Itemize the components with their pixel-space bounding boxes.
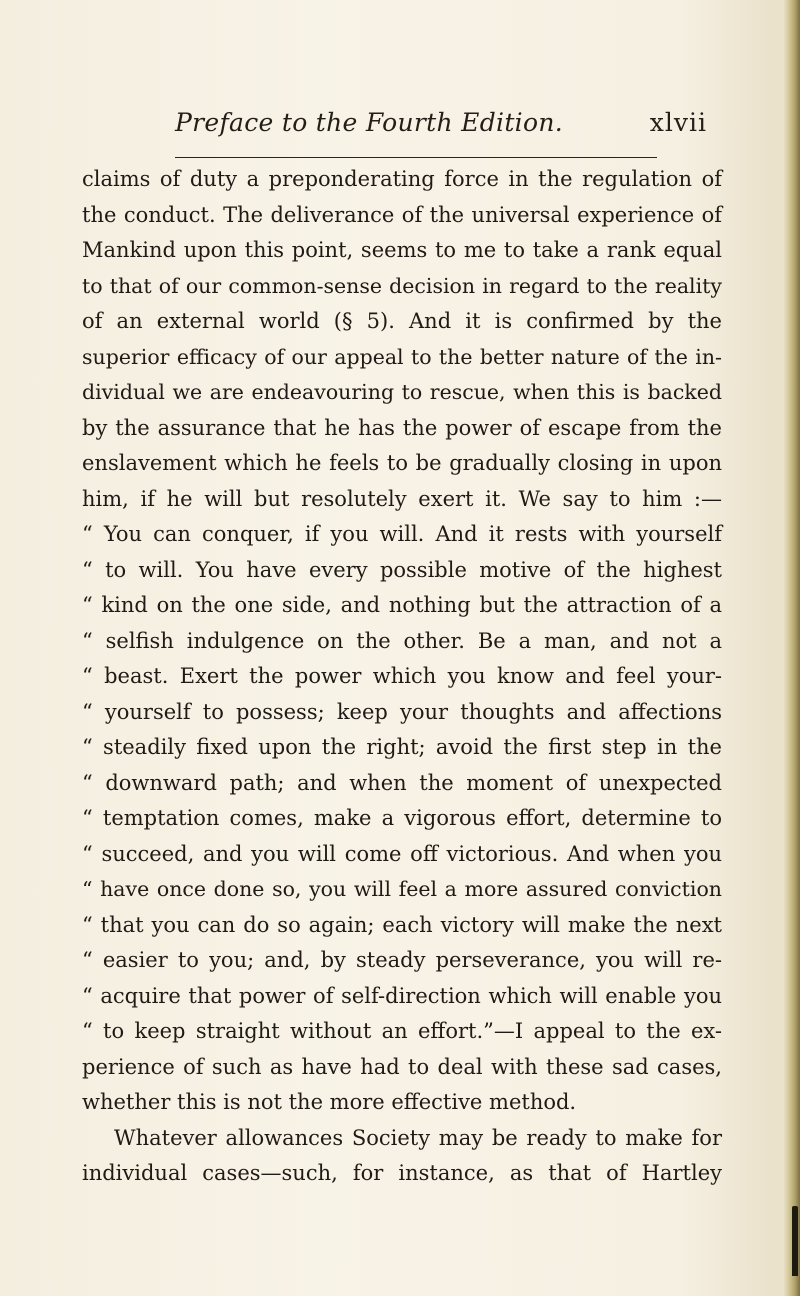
text-line: “ You can conquer, if you will. And it rests with yourself — [82, 522, 722, 546]
text-line: “ steadily fixed upon the right; avoid the first step in the — [82, 735, 722, 759]
text-line: “ easier to you; and, by steady perseverance, you will re- — [82, 948, 722, 972]
body-text — [82, 162, 722, 1192]
text-line: “ that you can do so again; each victory will make the next — [82, 912, 722, 937]
text-line: “ succeed, and you will come off victorious. And when you — [82, 841, 722, 866]
text-line: superior efficacy of our appeal to the better nature of the in- — [82, 344, 722, 369]
text-line: enslavement which he feels to be gradually closing in upon — [82, 451, 722, 475]
page-header — [175, 108, 707, 152]
text-line: the conduct. The deliverance of the universal experience of — [82, 202, 722, 227]
text-line: “ to will. You have every possible motive of the highest — [82, 557, 722, 582]
text-line: “ have once done so, you will feel a more assured conviction — [82, 877, 722, 901]
header-rule — [175, 157, 657, 158]
text-line: individual cases—such, for instance, as that of Hartley — [82, 1161, 722, 1185]
text-line: perience of such as have had to deal with these sad cases, — [82, 1054, 722, 1079]
text-line: claims of duty a preponderating force in the regulation of — [82, 167, 722, 191]
text-line: Whatever allowances Society may be ready to make for — [114, 1125, 722, 1150]
text-line: “ kind on the one side, and nothing but the attraction of a — [82, 593, 722, 617]
text-line: “ beast. Exert the power which you know and feel your- — [82, 664, 722, 688]
text-line: by the assurance that he has the power of escape from the — [82, 415, 722, 440]
page-edge-shadow — [784, 0, 800, 1296]
edge-mark — [792, 1206, 798, 1276]
running-title: Preface to the Fourth Edition. — [175, 108, 563, 137]
text-line: whether this is not the more effective method. — [82, 1090, 577, 1114]
text-line: “ yourself to possess; keep your thoughts and affections — [82, 699, 722, 724]
text-line: “ acquire that power of self-direction which will enable you — [82, 983, 722, 1008]
text-line: of an external world (§ 5). And it is confirmed by the — [82, 309, 722, 333]
text-line: “ temptation comes, make a vigorous effort, determine to — [82, 806, 722, 830]
text-line: “ selfish indulgence on the other. Be a man, and not a — [82, 628, 722, 653]
text-line: him, if he will but resolutely exert it. We say to him :— — [82, 486, 722, 511]
text-line: “ to keep straight without an effort.”—I appeal to the ex- — [82, 1019, 722, 1043]
text-line: “ downward path; and when the moment of unexpected — [82, 770, 722, 795]
text-line: Mankind upon this point, seems to me to take a rank equal — [82, 238, 722, 262]
text-line: dividual we are endeavouring to rescue, when this is backed — [82, 380, 722, 404]
text-line: to that of our common-sense decision in regard to the reality — [82, 273, 722, 298]
page-number: xlvii — [649, 108, 707, 137]
